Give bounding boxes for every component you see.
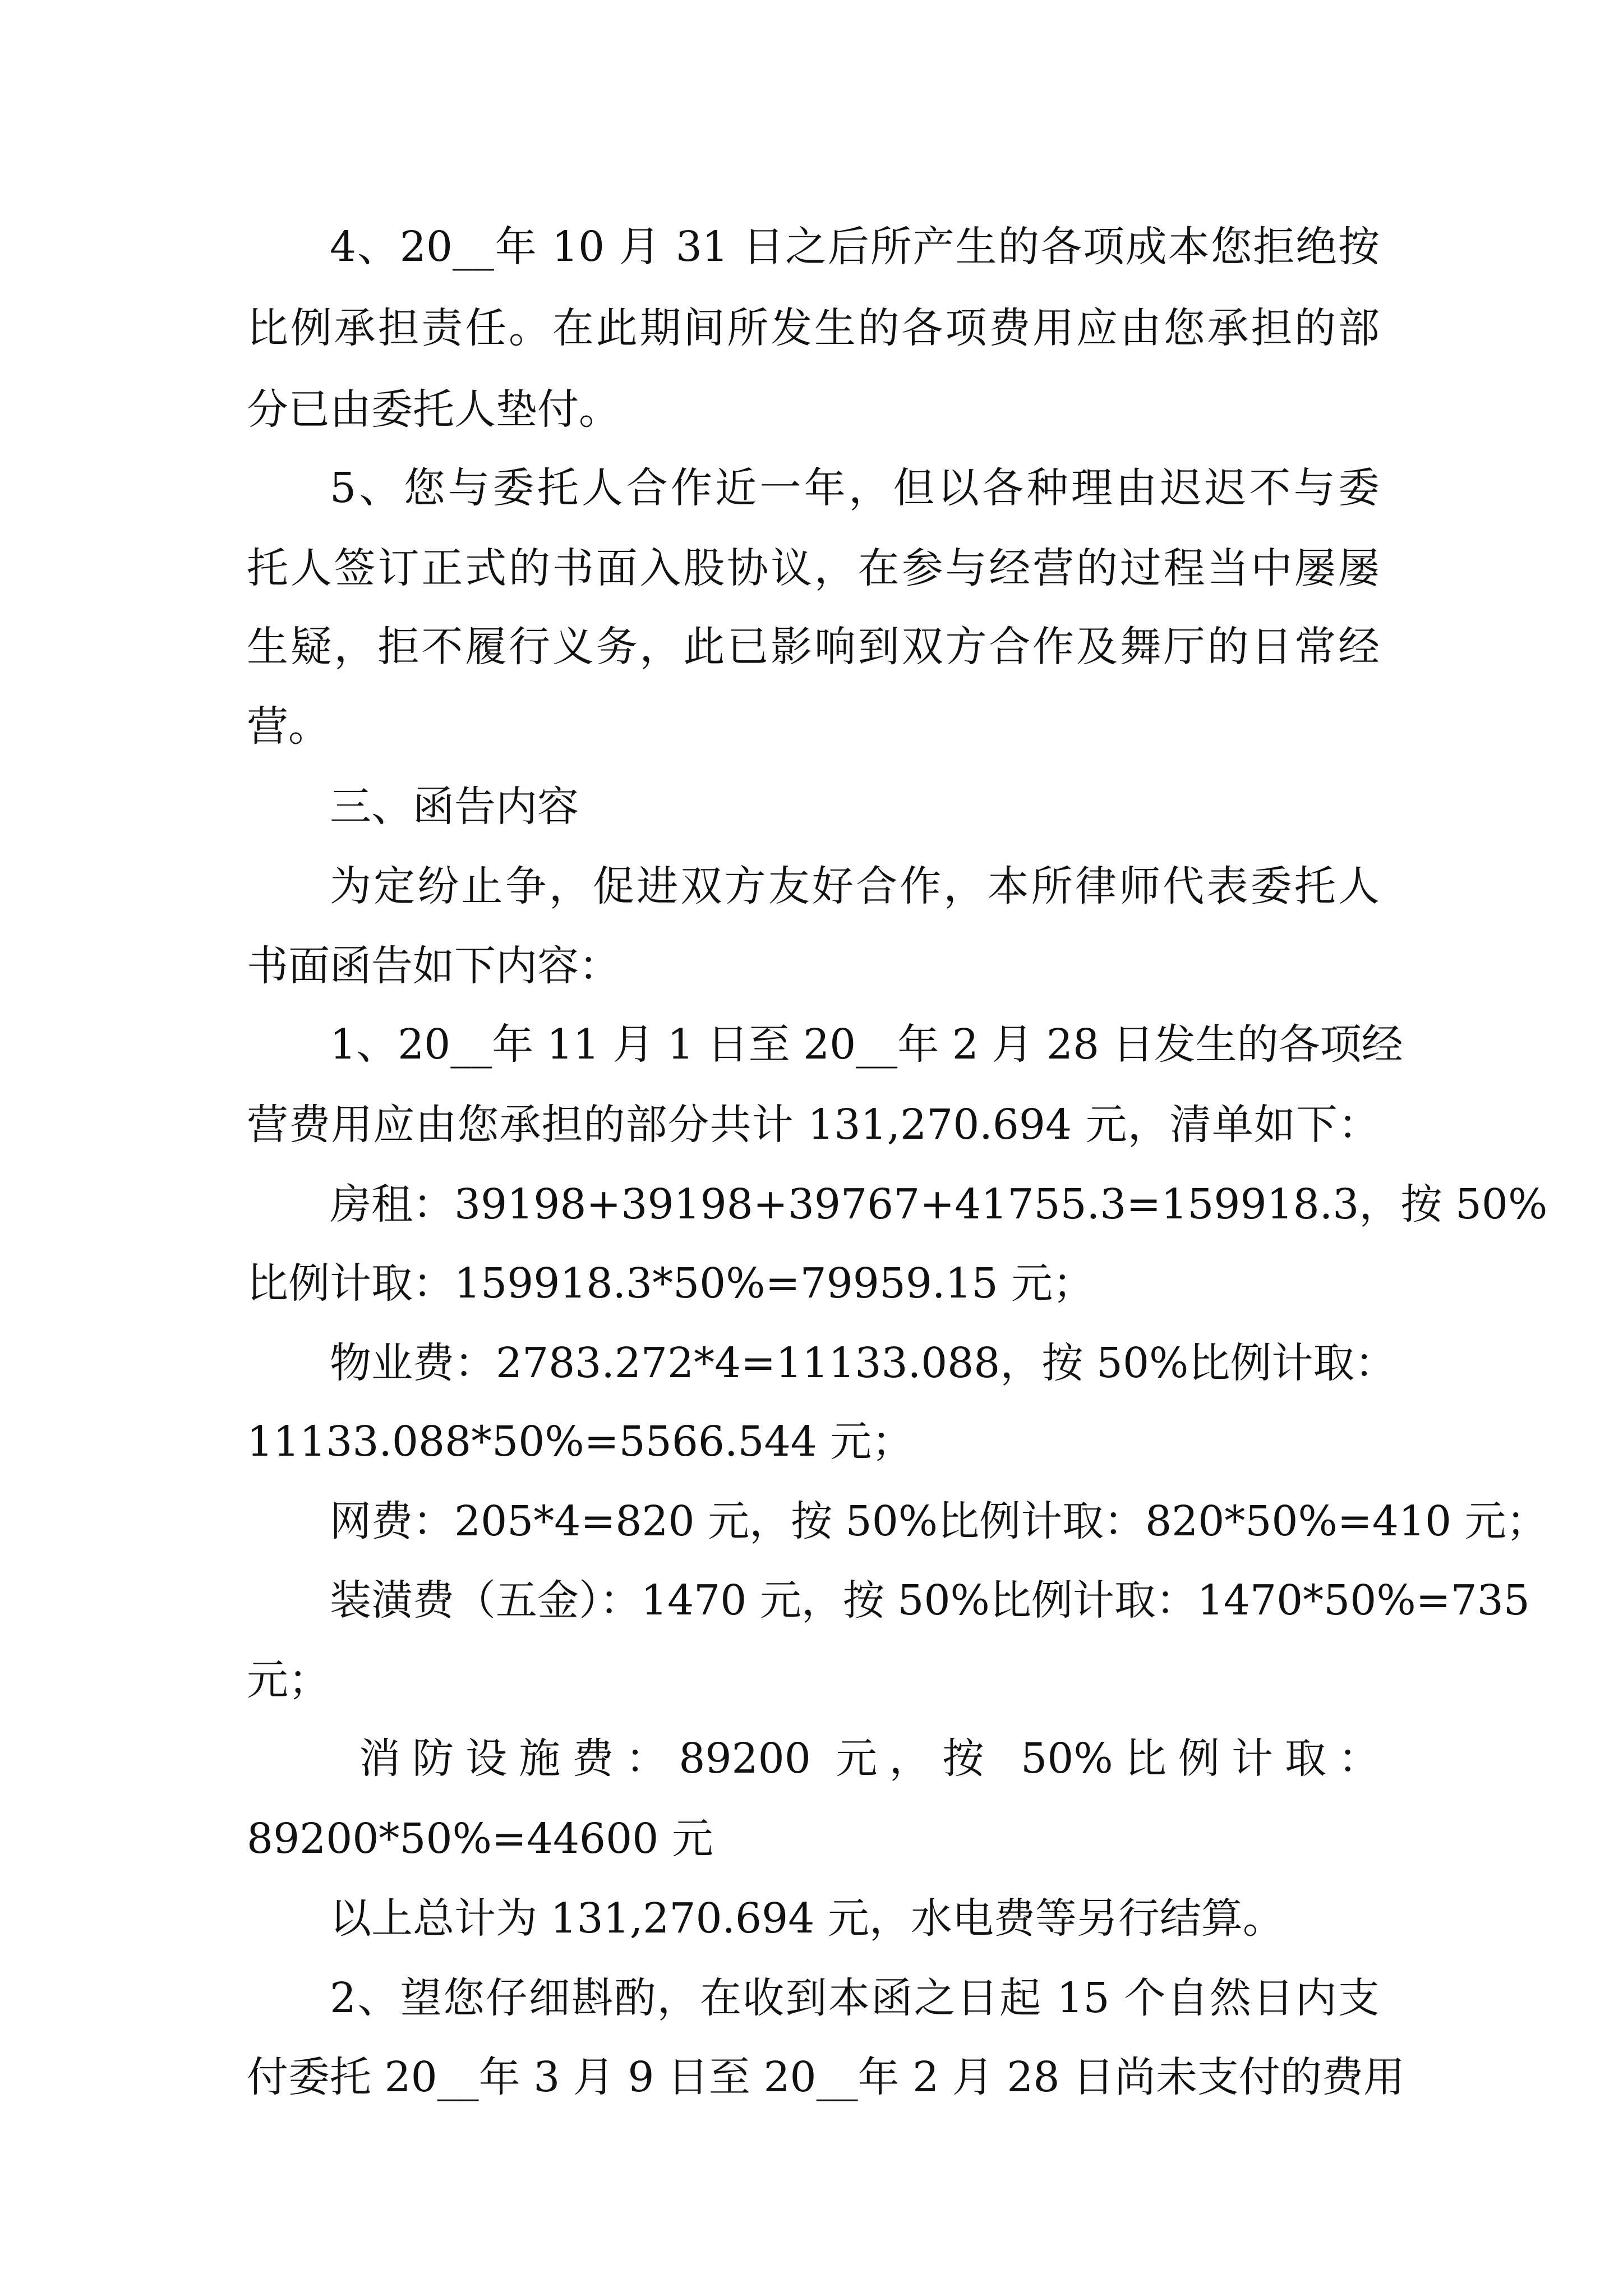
text-line-16: 11133.088*50%=5566.544 元； xyxy=(247,1418,914,1466)
text-line-4: 5、您与委托人合作近一年，但以各种理由迟迟不与委 xyxy=(330,464,1380,512)
text-line-19: 元； xyxy=(247,1656,330,1704)
text-line-1: 4、20__年 10 月 31 日之后所产生的各项成本您拒绝按 xyxy=(330,223,1380,271)
text-line-18: 装潢费（五金）：1470 元，按 50%比例计取：1470*50%=735 xyxy=(330,1576,1530,1625)
text-line-20: 消防设施费：89200 元，按 50%比例计取： xyxy=(359,1734,1380,1783)
text-line-14: 比例计取：159918.3*50%=79959.15 元； xyxy=(247,1259,1095,1308)
text-line-7: 营。 xyxy=(247,702,330,751)
text-line-17: 网费：205*4=820 元，按 50%比例计取：820*50%=410 元； xyxy=(330,1497,1548,1545)
text-line-12: 营费用应由您承担的部分共计 131,270.694 元，清单如下： xyxy=(247,1101,1380,1149)
text-line-3: 分已由委托人垫付。 xyxy=(247,385,620,434)
text-line-6: 生疑，拒不履行义务，此已影响到双方合作及舞厅的日常经 xyxy=(247,623,1380,671)
text-line-23: 2、望您仔细斟酌，在收到本函之日起 15 个自然日内支 xyxy=(330,1974,1380,2022)
text-line-9: 为定纷止争，促进双方友好合作，本所律师代表委托人 xyxy=(330,862,1380,910)
text-line-2: 比例承担责任。在此期间所发生的各项费用应由您承担的部 xyxy=(247,304,1380,352)
text-line-24: 付委托 20__年 3 月 9 日至 20__年 2 月 28 日尚未支付的费用 xyxy=(247,2053,1405,2101)
text-line-22: 以上总计为 131,270.694 元，水电费等另行结算。 xyxy=(330,1894,1284,1943)
section-heading: 三、函告内容 xyxy=(330,783,579,831)
text-line-13: 房租：39198+39198+39767+41755.3=159918.3，按 50% xyxy=(330,1180,1548,1228)
text-line-15: 物业费：2783.272*4=11133.088，按 50%比例计取： xyxy=(330,1339,1396,1387)
text-line-21: 89200*50%=44600 元 xyxy=(247,1815,713,1863)
text-line-10: 书面函告如下内容： xyxy=(247,942,620,990)
text-line-5: 托人签订正式的书面入股协议，在参与经营的过程当中屡屡 xyxy=(247,544,1380,592)
text-line-11: 1、20__年 11 月 1 日至 20__年 2 月 28 日发生的各项经 xyxy=(330,1020,1403,1069)
